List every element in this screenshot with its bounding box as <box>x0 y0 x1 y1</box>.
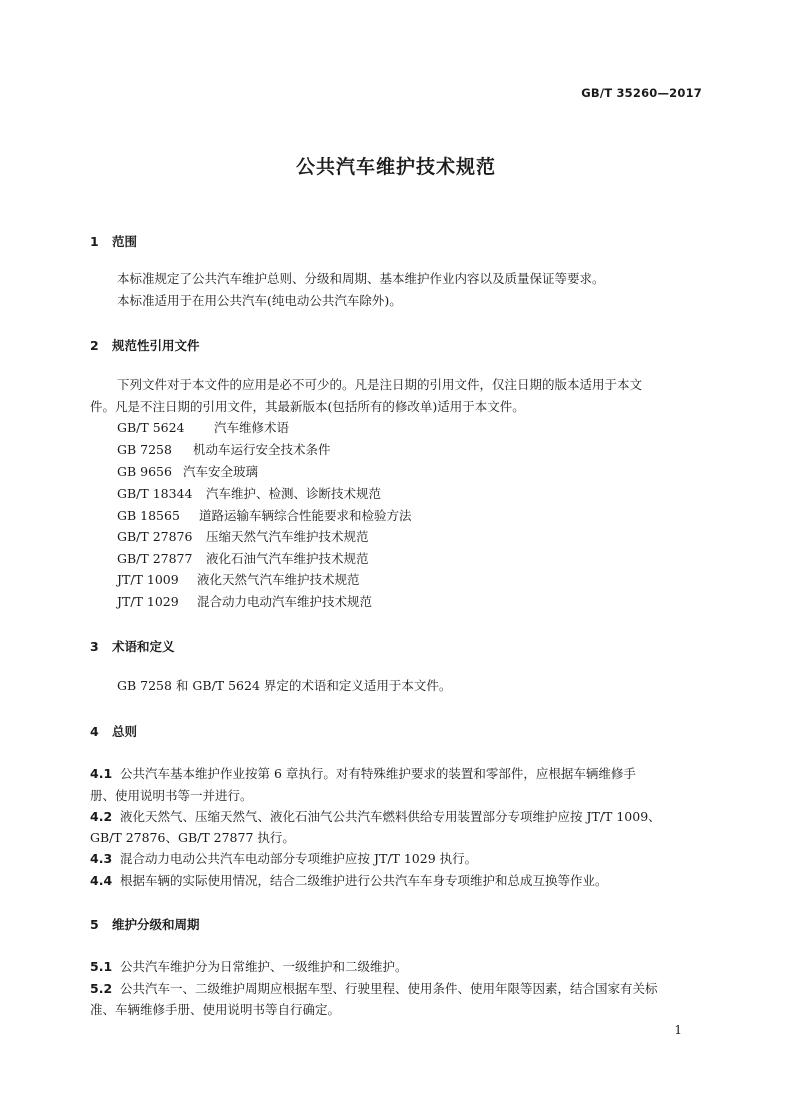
section-number: 2 <box>90 338 99 353</box>
reference-name: 压缩天然气汽车维护技术规范 <box>206 529 369 544</box>
reference-name: 液化天然气汽车维护技术规范 <box>197 572 360 587</box>
reference-item <box>117 591 372 612</box>
section-title: 术语和定义 <box>112 639 175 654</box>
clause-number: 4.2 <box>90 809 113 824</box>
clause-number: 4.1 <box>90 766 113 781</box>
reference-item <box>117 505 412 526</box>
section-number: 5 <box>90 917 99 932</box>
clause-4-1-continued: 册、使用说明书等一并进行。 <box>90 788 253 803</box>
reference-code: GB/T 27877 <box>117 551 193 566</box>
normative-intro-line-2: 件。凡是不注日期的引用文件，其最新版本(包括所有的修改单)适用于本文件。 <box>90 399 525 414</box>
section-title: 规范性引用文件 <box>112 338 200 353</box>
section-title: 维护分级和周期 <box>112 917 200 932</box>
reference-code: JT/T 1009 <box>117 572 179 587</box>
reference-item <box>117 439 331 460</box>
clause-4-3 <box>90 848 477 869</box>
clause-4-1 <box>90 763 636 784</box>
reference-item <box>117 417 289 438</box>
reference-item <box>117 569 360 590</box>
section-heading-3 <box>90 637 175 655</box>
page-number: 1 <box>674 1023 682 1037</box>
clause-4-2 <box>90 806 661 827</box>
standard-number: GB/T 35260—2017 <box>581 86 702 100</box>
terms-paragraph: GB 7258 和 GB/T 5624 界定的术语和定义适用于本文件。 <box>117 678 452 693</box>
reference-name: 汽车维护、检测、诊断技术规范 <box>206 486 382 501</box>
reference-code: GB/T 5624 <box>117 420 185 435</box>
clause-5-2-continued: 准、车辆维修手册、使用说明书等自行确定。 <box>90 1002 341 1017</box>
scope-paragraph-1: 本标准规定了公共汽车维护总则、分级和周期、基本维护作业内容以及质量保证等要求。 <box>117 271 605 286</box>
clause-number: 4.4 <box>90 873 113 888</box>
clause-5-1 <box>90 956 408 977</box>
reference-item <box>117 461 258 482</box>
clause-number: 4.3 <box>90 851 113 866</box>
reference-name: 混合动力电动汽车维护技术规范 <box>197 594 373 609</box>
section-number: 4 <box>90 724 99 739</box>
reference-name: 液化石油气汽车维护技术规范 <box>206 551 369 566</box>
clause-text: 混合动力电动公共汽车电动部分专项维护应按 JT/T 1029 执行。 <box>120 851 478 866</box>
document-title: 公共汽车维护技术规范 <box>295 156 496 178</box>
section-heading-5 <box>90 915 200 933</box>
clause-text: 根据车辆的实际使用情况，结合二级维护进行公共汽车车身专项维护和总成互换等作业。 <box>120 873 608 888</box>
section-heading-2 <box>90 336 200 354</box>
reference-code: GB 9656 <box>117 464 172 479</box>
clause-4-4 <box>90 870 608 891</box>
reference-item <box>117 483 381 504</box>
clause-text: 公共汽车一、二级维护周期应根据车型、行驶里程、使用条件、使用年限等因素，结合国家有关标 <box>120 981 658 996</box>
clause-5-2 <box>90 978 658 999</box>
clause-number: 5.1 <box>90 959 113 974</box>
clause-number: 5.2 <box>90 981 113 996</box>
clause-text: 公共汽车基本维护作业按第 6 章执行。对有特殊维护要求的装置和零部件，应根据车辆维修手 <box>120 766 636 781</box>
normative-intro-line-1: 下列文件对于本文件的应用是必不可少的。凡是注日期的引用文件，仅注日期的版本适用于本文 <box>117 377 643 392</box>
clause-4-2-continued: GB/T 27876、GB/T 27877 执行。 <box>90 830 295 845</box>
reference-name: 道路运输车辆综合性能要求和检验方法 <box>199 508 412 523</box>
reference-item <box>117 526 369 547</box>
reference-code: JT/T 1029 <box>117 594 179 609</box>
reference-code: GB 7258 <box>117 442 172 457</box>
section-number: 1 <box>90 234 99 249</box>
section-heading-1 <box>90 232 137 250</box>
reference-name: 机动车运行安全技术条件 <box>193 442 331 457</box>
clause-text: 液化天然气、压缩天然气、液化石油气公共汽车燃料供给专用装置部分专项维护应按 JT/T 1009、 <box>120 809 661 824</box>
reference-name: 汽车维修术语 <box>214 420 290 435</box>
reference-code: GB/T 27876 <box>117 529 193 544</box>
section-title: 范围 <box>112 234 138 249</box>
section-heading-4 <box>90 722 137 740</box>
reference-code: GB/T 18344 <box>117 486 193 501</box>
scope-paragraph-2: 本标准适用于在用公共汽车(纯电动公共汽车除外)。 <box>117 293 402 308</box>
section-number: 3 <box>90 639 99 654</box>
reference-name: 汽车安全玻璃 <box>183 464 259 479</box>
reference-item <box>117 548 369 569</box>
reference-code: GB 18565 <box>117 508 180 523</box>
clause-text: 公共汽车维护分为日常维护、一级维护和二级维护。 <box>120 959 408 974</box>
section-title: 总则 <box>112 724 138 739</box>
